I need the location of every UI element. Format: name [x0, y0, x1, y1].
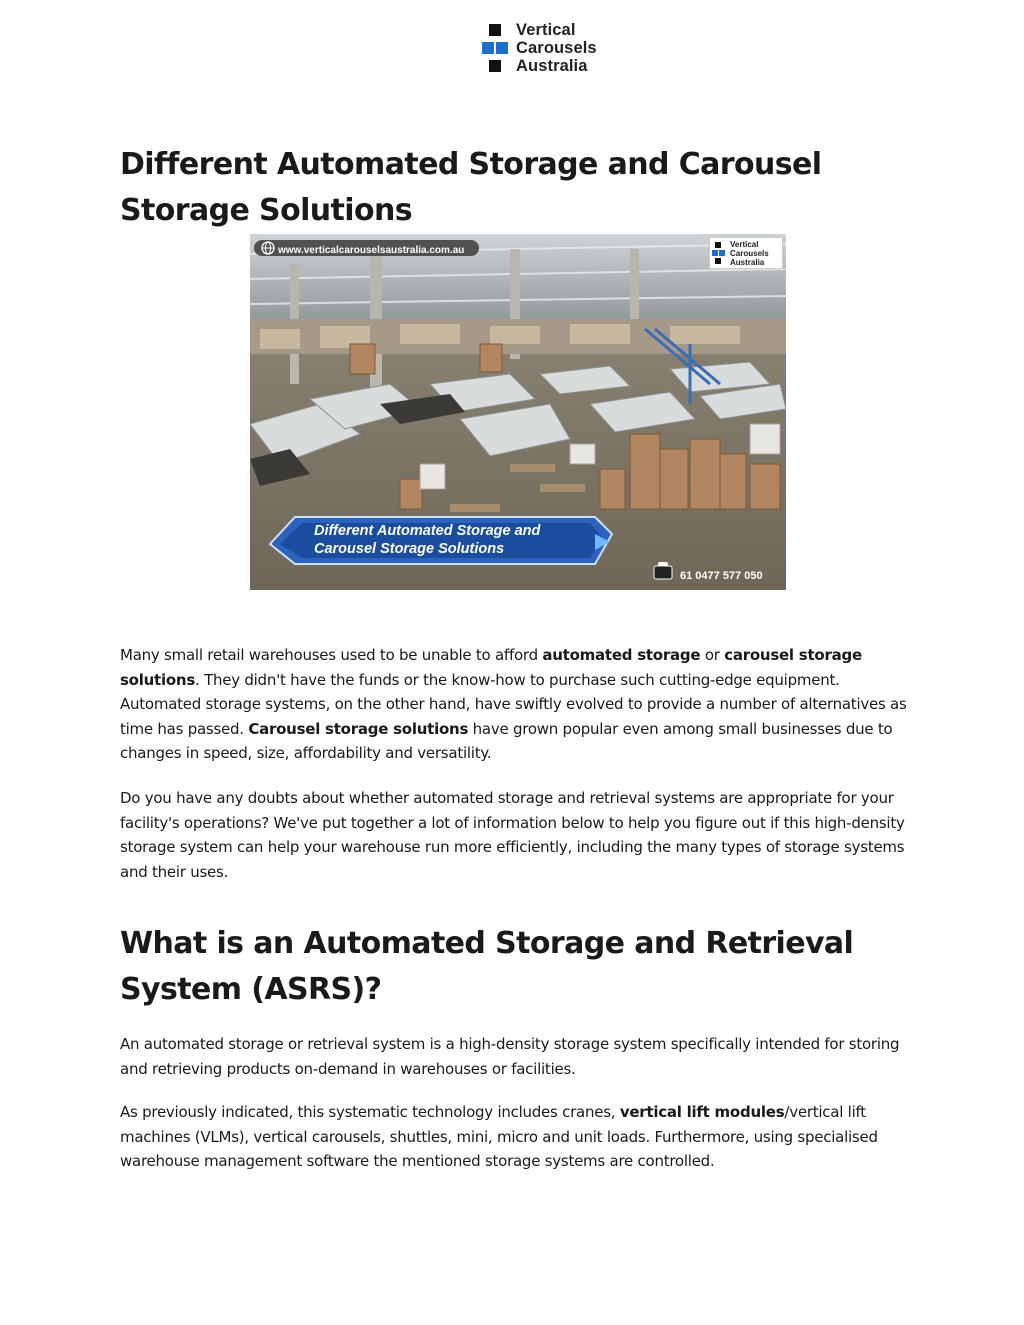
intro-paragraph: [120, 643, 910, 766]
logo-square-icon: [496, 42, 508, 54]
logo-square-icon: [489, 24, 501, 36]
section-heading-asrs: What is an Automated Storage and Retrieval System (ASRS)?: [120, 926, 854, 1007]
bold-term: vertical lift modules: [619, 1103, 785, 1121]
asrs-definition-paragraph: An automated storage or retrieval system is a high-density storage system specifically intended for storing and retrieving products on-demand in warehouses or facilities.: [120, 1035, 900, 1078]
logo-square-icon: [489, 60, 501, 72]
bold-term: carousel storage solutions: [120, 646, 862, 689]
hero-logo-line-2: Carousels: [730, 249, 769, 258]
logo-line-1: Vertical: [516, 21, 576, 39]
hero-corner-logo: [709, 237, 783, 269]
hero-url: www.verticalcarouselsaustralia.com.au: [278, 245, 465, 256]
doubts-paragraph: Do you have any doubts about whether automated storage and retrieval systems are appropriate for your facility's operations? We've put together a lot of information below to help you figure out if this high-density storage system can help your warehouse run more efficiently, including the many types of storage systems and their uses.: [120, 789, 905, 881]
company-logo: [482, 22, 642, 78]
banner-line-1: Different Automated Storage and: [314, 523, 541, 539]
asrs-components-paragraph: [120, 1100, 910, 1174]
banner-line-2: Carousel Storage Solutions: [314, 541, 505, 557]
hero-logo-line-1: Vertical: [730, 240, 759, 249]
logo-line-2: Carousels: [516, 39, 597, 57]
text-run: or: [700, 646, 725, 664]
bold-term: Carousel storage solutions: [248, 719, 469, 738]
text-run: As previously indicated, this systematic technology includes cranes,: [120, 1103, 620, 1121]
page-title: Different Automated Storage and Carousel Storage Solutions: [120, 147, 822, 228]
hero-banner-text: [314, 522, 604, 558]
text-run: have grown popular even among small businesses due to changes in speed, size, affordability and versatility.: [120, 719, 893, 762]
text-run: Many small retail warehouses used to be unable to afford: [120, 646, 543, 664]
hero-phone-number: 61 0477 577 050: [680, 570, 763, 582]
logo-square-icon: [482, 42, 494, 54]
logo-line-3: Australia: [516, 57, 588, 75]
bold-term: automated storage: [542, 646, 701, 664]
text-run: /vertical lift machines (VLMs), vertical carousels, shuttles, mini, micro and unit loads. Furthermore, using specialised warehouse management software the mentioned storage systems are controlled.: [120, 1103, 878, 1170]
text-run: . They didn't have the funds or the know-how to purchase such cutting-edge equipment. Automated storage systems, on the other hand, have swiftly evolved to provide a number of alternatives as time has passed.: [120, 670, 907, 738]
hero-logo-line-3: Australia: [730, 258, 765, 267]
